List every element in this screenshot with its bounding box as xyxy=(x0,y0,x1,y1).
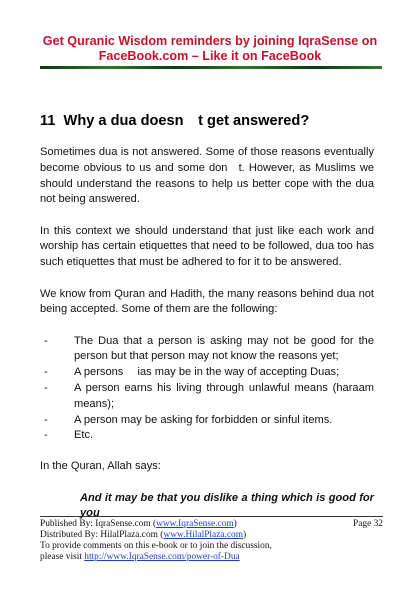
header-divider xyxy=(40,66,382,69)
section-title: Why a dua doesn t get answered? xyxy=(63,113,310,129)
document-body xyxy=(40,145,374,537)
banner-line-2: FaceBook.com – Like it on FaceBook xyxy=(98,49,322,63)
reasons-list xyxy=(40,334,374,445)
list-item: - A persons ias may be in the way of accepting Duas; xyxy=(40,365,374,381)
comments-line: To provide comments on this e-book or to join the discussion, xyxy=(40,541,272,551)
list-item: - A person may be asking for forbidden or sinful items. xyxy=(40,413,374,429)
paragraph: We know from Quran and Hadith, the many reasons behind dua not being accepted. Some of them are the following: xyxy=(40,287,374,316)
published-by: Published By: IqraSense.com (www.IqraSense.com) xyxy=(40,519,237,529)
facebook-banner[interactable] xyxy=(40,34,380,64)
banner-line-1: Get Quranic Wisdom reminders by joining IqraSense on xyxy=(42,34,378,48)
paragraph: Sometimes dua is not answered. Some of those reasons eventually become obvious to us and some don t. However, as Muslims we should understand the reasons to help us better cope with the dua not being answered. xyxy=(40,146,374,206)
list-item: - Etc. xyxy=(40,428,374,444)
distributed-by: Distributed By: HilalPlaza.com (www.HilalPlaza.com) xyxy=(40,530,247,540)
quote-intro: In the Quran, Allah says: xyxy=(40,460,161,473)
hilalplaza-link[interactable]: www.HilalPlaza.com xyxy=(163,530,243,540)
section-number: 11 xyxy=(40,113,56,129)
list-item: - A person earns his living through unlawful means (haraam means); xyxy=(40,381,374,413)
footer-divider xyxy=(40,516,383,517)
quran-quote: And it may be that you dislike a thing which is good for you xyxy=(80,491,374,520)
iqrasense-link[interactable]: www.IqraSense.com xyxy=(156,519,234,529)
paragraph: In this context we should understand that just like each work and worship has certain etiquettes that need to be followed, dua too has such etiquettes that must be adhered to for it to be answered. xyxy=(40,224,374,269)
visit-line: please visit http://www.IqraSense.com/power-of-Dua xyxy=(40,552,240,562)
page-footer xyxy=(40,519,383,563)
list-item: - The Dua that a person is asking may not be good for the person but that person may not know the reasons yet; xyxy=(40,334,374,366)
page-number: Page 32 xyxy=(353,519,383,529)
power-of-dua-link[interactable]: http://www.IqraSense.com/power-of-Dua xyxy=(84,552,240,562)
section-heading xyxy=(40,113,380,129)
